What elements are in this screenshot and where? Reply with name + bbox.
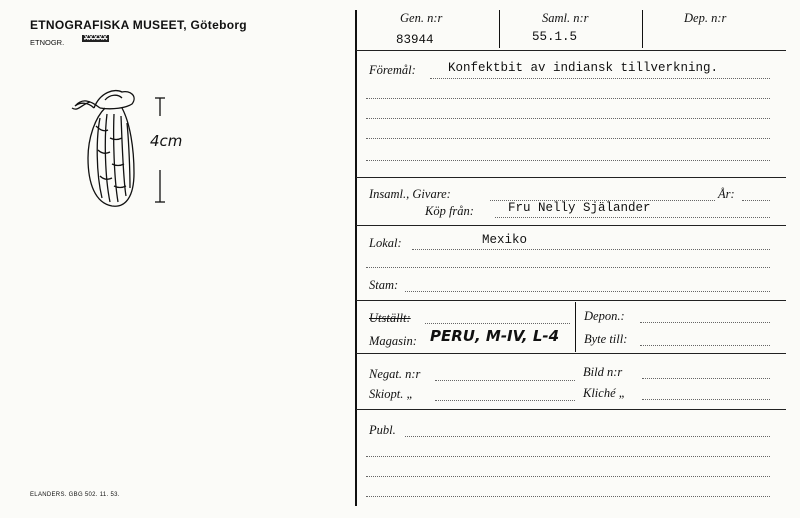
struck-stamp: XXXXX <box>84 35 108 42</box>
bild-label: Bild n:r <box>583 365 623 379</box>
saml-divider <box>642 10 643 48</box>
bild-dotline <box>642 378 770 379</box>
kliche-dotline <box>642 399 770 400</box>
publ-dotline-2 <box>366 456 770 457</box>
utstallt-dotline <box>425 323 570 324</box>
gen-label: Gen. n:r <box>400 11 443 25</box>
depon-divider <box>575 302 576 352</box>
foremal-rule <box>356 177 786 178</box>
kliche-label: Kliché „ <box>583 386 626 400</box>
foremal-dotline-3 <box>366 118 770 119</box>
lokal-label: Lokal: <box>369 236 402 250</box>
form-left-rule <box>355 10 357 506</box>
publ-dotline-3 <box>366 476 770 477</box>
printer-imprint: ELANDERS. GBG 502. 11. 53. <box>30 492 120 498</box>
ar-label: År: <box>718 187 735 201</box>
skiopt-label: Skiopt. „ <box>369 387 414 401</box>
gen-divider <box>499 10 500 48</box>
foremal-value: Konfektbit av indiansk tillverkning. <box>448 61 719 75</box>
saml-label: Saml. n:r <box>542 11 589 25</box>
magasin-rule <box>356 353 786 354</box>
foremal-dotline-2 <box>366 98 770 99</box>
lokal-dotline-2 <box>366 267 770 268</box>
stam-rule <box>356 300 786 301</box>
utstallt-label: Utställt: <box>369 311 411 325</box>
lokal-value: Mexiko <box>482 233 528 247</box>
etnogr-label: ETNOGR. <box>30 38 65 47</box>
size-note: 4cm <box>150 132 183 150</box>
magasin-label: Magasin: <box>369 334 417 348</box>
magasin-value: PERU, M-IV, L-4 <box>430 327 560 345</box>
dep-label: Dep. n:r <box>684 11 727 25</box>
negat-label: Negat. n:r <box>369 367 421 381</box>
negat-rule <box>356 409 786 410</box>
negat-dotline <box>435 380 575 381</box>
kop-dotline <box>495 217 770 218</box>
stam-label: Stam: <box>369 278 399 292</box>
insaml-label: Insaml., Givare: <box>369 187 451 201</box>
museum-title: ETNOGRAFISKA MUSEET, Göteborg <box>30 18 247 32</box>
foremal-dotline-5 <box>366 160 770 161</box>
skiopt-dotline <box>435 400 575 401</box>
ar-dotline <box>742 200 770 201</box>
publ-dotline-4 <box>366 496 770 497</box>
kop-label: Köp från: <box>425 204 474 218</box>
top-row-rule <box>356 50 786 51</box>
stam-dotline <box>405 291 770 292</box>
byte-label: Byte till: <box>584 332 628 346</box>
depon-dotline <box>640 322 770 323</box>
byte-dotline <box>640 345 770 346</box>
lokal-dotline-1 <box>412 249 770 250</box>
saml-value: 55.1.5 <box>532 30 578 44</box>
publ-dotline-1 <box>405 436 770 437</box>
foremal-label: Föremål: <box>369 63 416 77</box>
depon-label: Depon.: <box>584 309 625 323</box>
foremal-dotline-1 <box>430 78 770 79</box>
gen-value: 83944 <box>396 33 434 47</box>
kop-value: Fru Nelly Själander <box>508 201 651 215</box>
foremal-dotline-4 <box>366 138 770 139</box>
insaml-rule <box>356 225 786 226</box>
publ-label: Publ. <box>369 423 396 437</box>
